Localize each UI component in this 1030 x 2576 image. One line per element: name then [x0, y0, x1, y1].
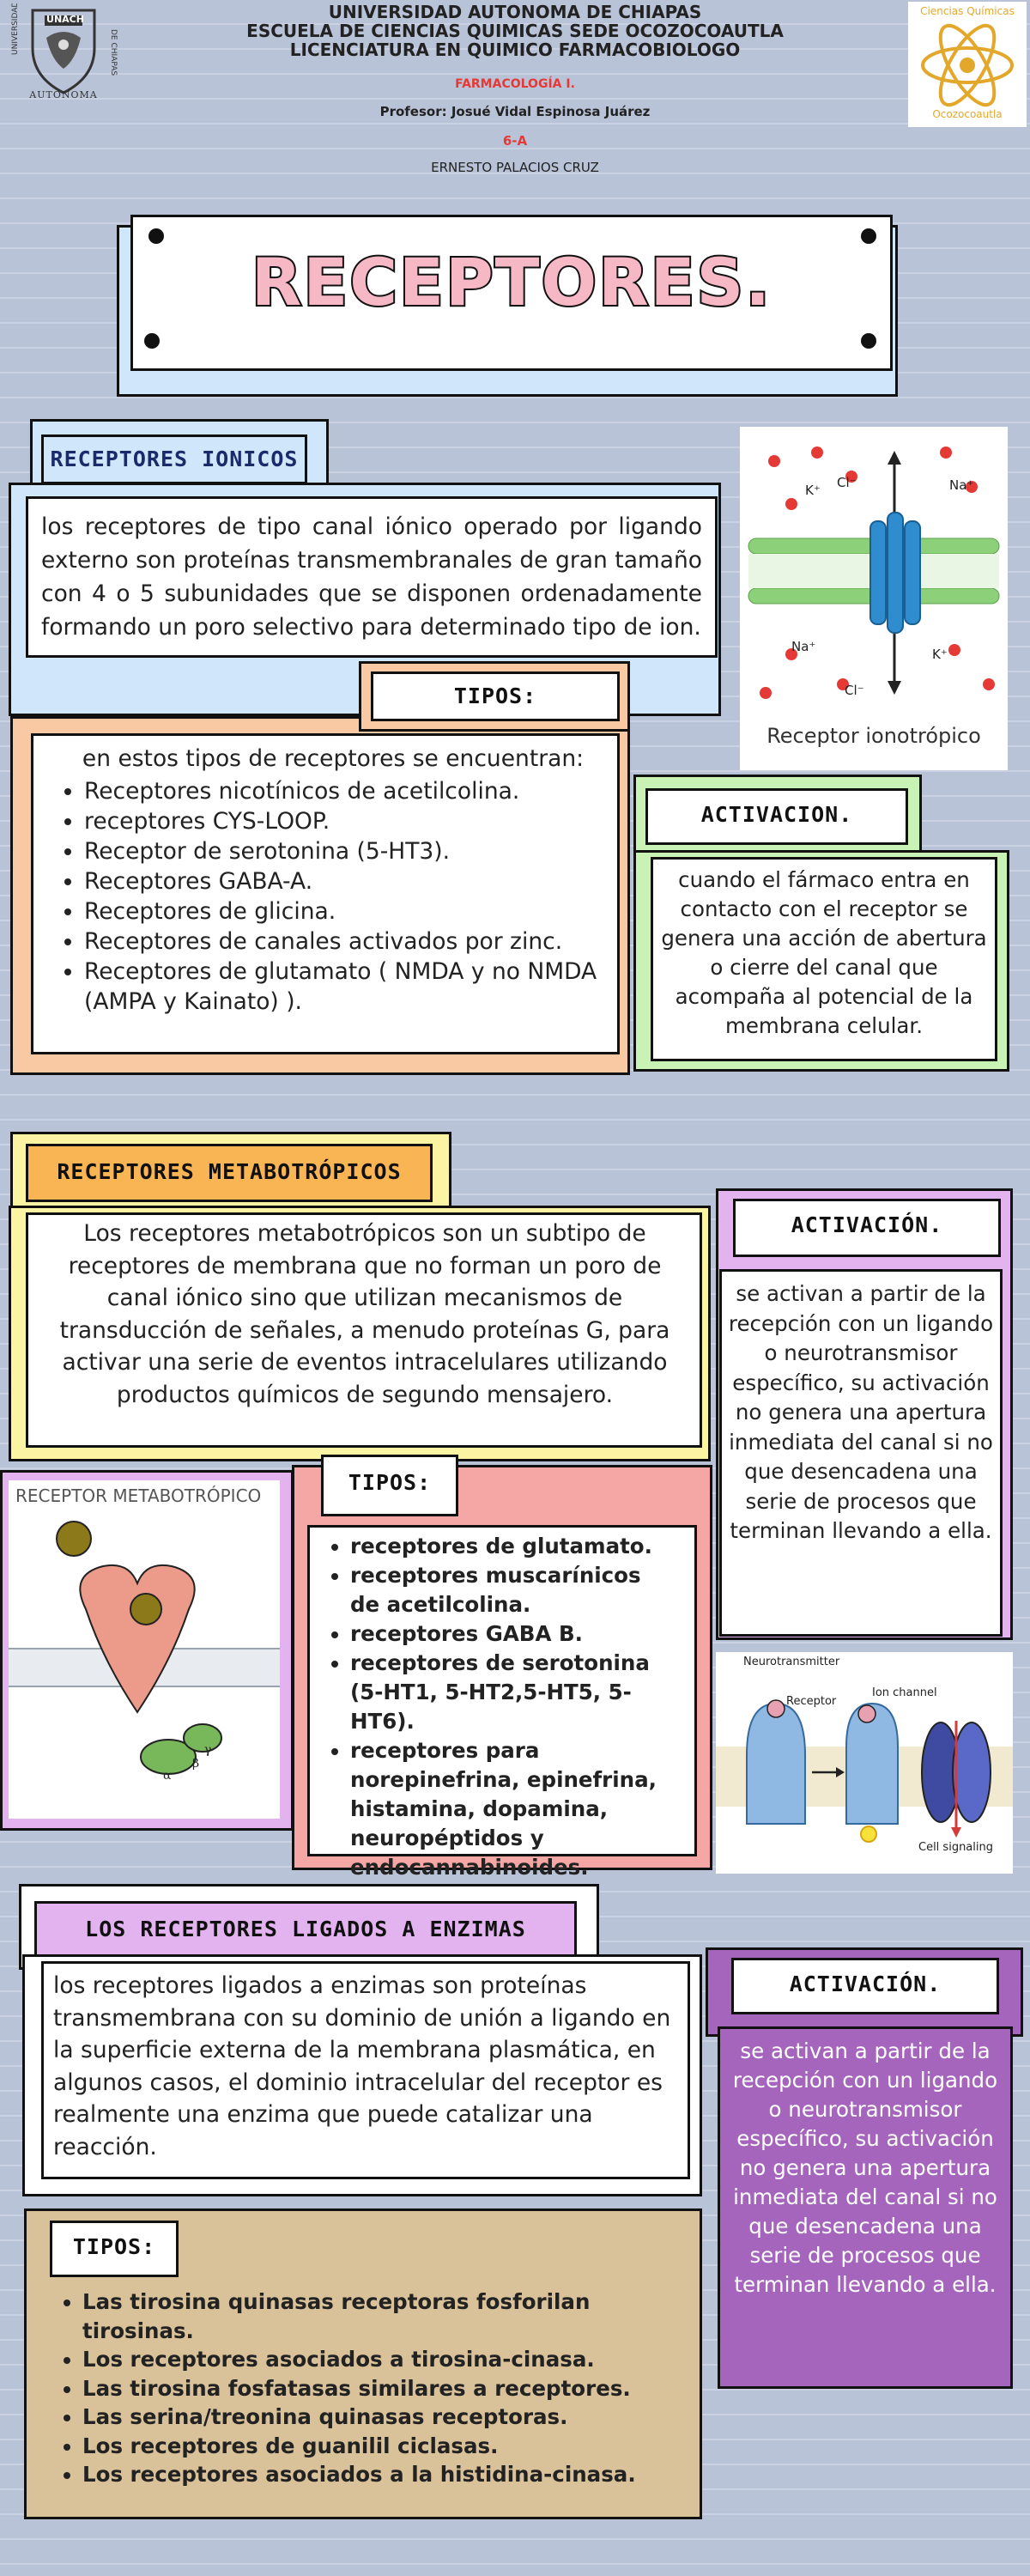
list-item: • Los receptores de guanilil ciclasas.	[82, 2432, 654, 2461]
ion-label-na-2: Na⁺	[791, 639, 816, 654]
unach-logo-text: UNACH	[46, 14, 84, 25]
ionic-activation-title-text: ACTIVACION.	[700, 802, 853, 827]
list-item: • Receptores de glutamato ( NMDA y no NMDA (AMPA y Kainato) ).	[84, 957, 604, 1017]
list-item: • Receptores de canales activados por zinc.	[84, 927, 604, 957]
metabotropic-figure-caption: RECEPTOR METABOTRÓPICO	[15, 1485, 262, 1506]
metabotropic-activation-title-text: ACTIVACIÓN.	[791, 1212, 943, 1237]
list-item: • Los receptores asociados a la histidina-cinasa.	[82, 2460, 654, 2489]
list-item: • receptores para norepinefrina, epinefrina, histamina, dopamina, neuropéptidos y endocannabinoides.	[350, 1736, 673, 1882]
school-name: ESCUELA DE CIENCIAS QUIMICAS SEDE OCOZOCOAUTLA	[246, 21, 784, 41]
page-title: RECEPTORES.	[251, 244, 772, 320]
list-item: • Los receptores asociados a tirosina-cinasa.	[82, 2345, 654, 2374]
bullet-dot	[861, 228, 876, 244]
enzymes-activation-title-text: ACTIVACIÓN.	[789, 1971, 942, 1996]
chem-logo-text: Ciencias Químicas	[920, 5, 1015, 17]
beta-label: β	[192, 1757, 200, 1771]
metabotropic-title-text: RECEPTORES METABOTRÓPICOS	[57, 1159, 402, 1184]
group-label: 6-A	[502, 133, 528, 149]
list-item: • receptores de glutamato.	[350, 1532, 673, 1561]
list-item: • Las tirosina fosfatasas similares a receptores.	[82, 2374, 654, 2403]
ion-channel-label: Ion channel	[872, 1686, 937, 1699]
enzymes-types-list	[53, 2287, 654, 2489]
list-item: • receptores muscarínicos de acetilcolina.	[350, 1561, 673, 1619]
receptor-label: Receptor	[786, 1695, 837, 1708]
bullet-dot	[144, 333, 160, 349]
metabotropic-description: Los receptores metabotrópicos son un subtipo de receptores de membrana que no forman un poro de canal iónico sino que utilizan mecanismos de transducción de señales, a menudo proteínas G, para activar una serie de eventos intracelulares utilizando productos químicos de segundo mensajero.	[59, 1220, 670, 1408]
alpha-label: α	[163, 1769, 172, 1783]
list-item: • Receptor de serotonina (5-HT3).	[84, 836, 604, 866]
enzymes-types-title-text: TIPOS:	[72, 2234, 156, 2259]
cell-signaling-label: Cell signaling	[918, 1841, 993, 1854]
professor-name: Profesor: Josué Vidal Espinosa Juárez	[379, 104, 651, 119]
list-item: • receptores CYS-LOOP.	[84, 806, 604, 836]
ion-label-cl: Cl⁻	[837, 475, 857, 490]
course-name: FARMACOLOGÍA I.	[455, 77, 575, 91]
metabotropic-types-title-text: TIPOS:	[348, 1470, 432, 1495]
ion-label-k-2: K⁺	[932, 647, 948, 662]
ionic-types-intro: en estos tipos de receptores se encuentran:	[82, 745, 585, 772]
metabotropic-activation-text: se activan a partir de la recepción con un ligando o neurotransmisor específico, su activación no genera una apertura inmediata del canal si no que desencadena una serie de procesos que terminan llevando a ella.	[728, 1281, 994, 1543]
svg-text:DE CHIAPAS: DE CHIAPAS	[109, 29, 118, 76]
list-item: • receptores de serotonina (5-HT1, 5-HT2,5-HT5, 5-HT6).	[350, 1649, 673, 1736]
bullet-dot	[148, 228, 164, 244]
list-item: • Receptores nicotínicos de acetilcolina.	[84, 776, 604, 806]
list-item: • receptores GABA B.	[350, 1619, 673, 1649]
enzymes-activation-text: se activan a partir de la recepción con un ligando o neurotransmisor específico, su activación no genera una apertura inmediata del canal si no que desencadena una serie de procesos que terminan llevando a ella.	[732, 2038, 998, 2297]
ionic-types-title-text: TIPOS:	[453, 683, 537, 708]
ion-label-na: Na⁺	[949, 477, 974, 493]
ionic-description: los receptores de tipo canal iónico operado por ligando externo son proteínas transmembranales de gran tamaño con 4 o 5 subunidades que se disponen ordenadamente formando un poro selectivo para determinado tipo de ion.	[41, 513, 702, 641]
metabotropic-figure	[9, 1480, 280, 1819]
ion-channel-icon	[740, 427, 1008, 702]
ion-label-cl-2: Cl⁻	[845, 683, 864, 698]
chem-logo-caption: Ocozocoautla	[932, 108, 1003, 120]
enzymes-description: los receptores ligados a enzimas son proteínas transmembrana con su dominio de unión a ligando en la superficie externa de la membrana plasmática, en algunos casos, el dominio intracelular del receptor es realmente una enzima que puede catalizar una reacción.	[53, 1972, 671, 2160]
neurotransmitter-label: Neurotransmitter	[743, 1656, 840, 1668]
list-item: • Receptores de glicina.	[84, 896, 604, 927]
enzymes-title-text: LOS RECEPTORES LIGADOS A ENZIMAS	[85, 1917, 526, 1941]
metabotropic-types-list	[321, 1532, 673, 1882]
ionotropic-caption: Receptor ionotrópico	[766, 724, 981, 748]
university-name: UNIVERSIDAD AUTONOMA DE CHIAPAS	[328, 2, 702, 22]
ionic-title-text: RECEPTORES IONICOS	[50, 447, 299, 471]
degree-name: LICENCIATURA EN QUIMICO FARMACOBIOLOGO	[289, 39, 741, 60]
gamma-label: γ	[204, 1743, 212, 1757]
unach-logo-caption: AUTONOMA	[29, 89, 98, 100]
svg-text:UNIVERSIDAD: UNIVERSIDAD	[11, 3, 20, 55]
list-item: • Receptores GABA-A.	[84, 866, 604, 896]
ionic-activation-text: cuando el fármaco entra en contacto con el receptor se genera una acción de abertura o cierre del canal que acompaña al potencial de la membrana celular.	[661, 867, 987, 1038]
bullet-dot	[861, 333, 876, 349]
student-name: ERNESTO PALACIOS CRUZ	[431, 160, 599, 175]
ion-label-k: K⁺	[805, 483, 821, 498]
ionic-types-list	[55, 776, 604, 1017]
list-item: • Las serina/treonina quinasas receptoras.	[82, 2403, 654, 2432]
list-item: • Las tirosina quinasas receptoras fosforilan tirosinas.	[82, 2287, 654, 2345]
g-protein-receptor-icon	[9, 1480, 280, 1819]
